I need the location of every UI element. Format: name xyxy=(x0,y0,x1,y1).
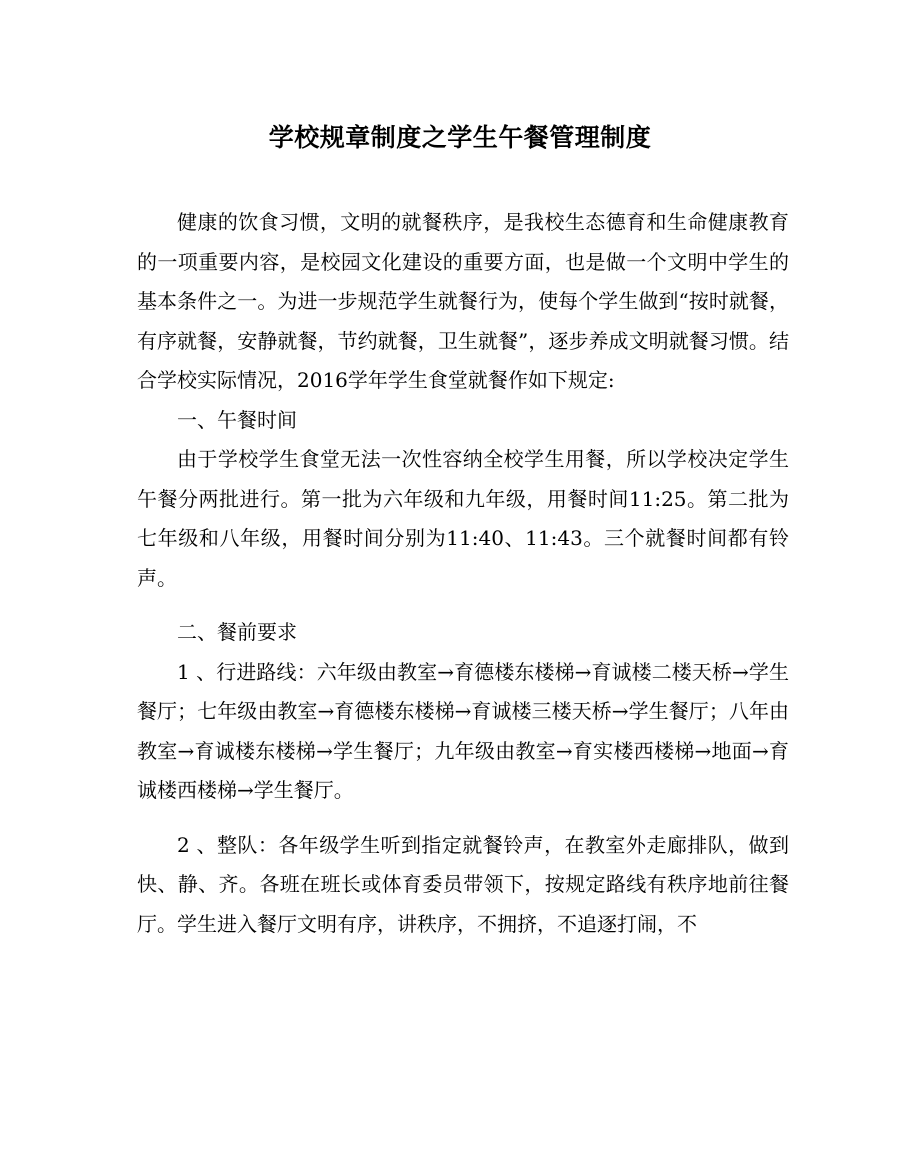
queue-paragraph: 2 、整队：各年级学生听到指定就餐铃声，在教室外走廊排队，做到快、静、齐。各班在班长或体育委员带领下，按规定路线有秩序地前往餐厅。学生进入餐厅文明有序，讲秩序，不拥挤，不追逐打闹，不 xyxy=(137,832,789,936)
route-paragraph: 1 、行进路线：六年级由教室→育德楼东楼梯→育诚楼二楼天桥→学生餐厅；七年级由教室→育德楼东楼梯→育诚楼三楼天桥→学生餐厅；八年由教室→育诚楼东楼梯→学生餐厅；九年级由教室→育实楼西楼梯→地面→育诚楼西楼梯→学生餐厅。 xyxy=(137,659,789,802)
section-heading-pre-meal: 二、餐前要求 xyxy=(177,620,297,644)
intro-paragraph: 健康的饮食习惯，文明的就餐秩序，是我校生态德育和生命健康教育的一项重要内容，是校园文化建设的重要方面，也是做一个文明中学生的基本条件之一。为进一步规范学生就餐行为，使每个学生做到“按时就餐，有序就餐，安静就餐，节约就餐，卫生就餐”，逐步养成文明就餐习惯。结合学校实际情况，2016学年学生食堂就餐作如下规定: xyxy=(137,210,789,392)
document-body xyxy=(137,203,789,944)
document-title: 学校规章制度之学生午餐管理制度 xyxy=(268,123,652,152)
lunch-time-paragraph: 由于学校学生食堂无法一次性容纳全校学生用餐，所以学校决定学生午餐分两批进行。第一批为六年级和九年级，用餐时间11:25。第二批为七年级和八年级，用餐时间分别为11:40、11:43。三个就餐时间都有铃声。 xyxy=(137,447,789,590)
section-heading-lunch-time: 一、午餐时间 xyxy=(177,407,297,432)
